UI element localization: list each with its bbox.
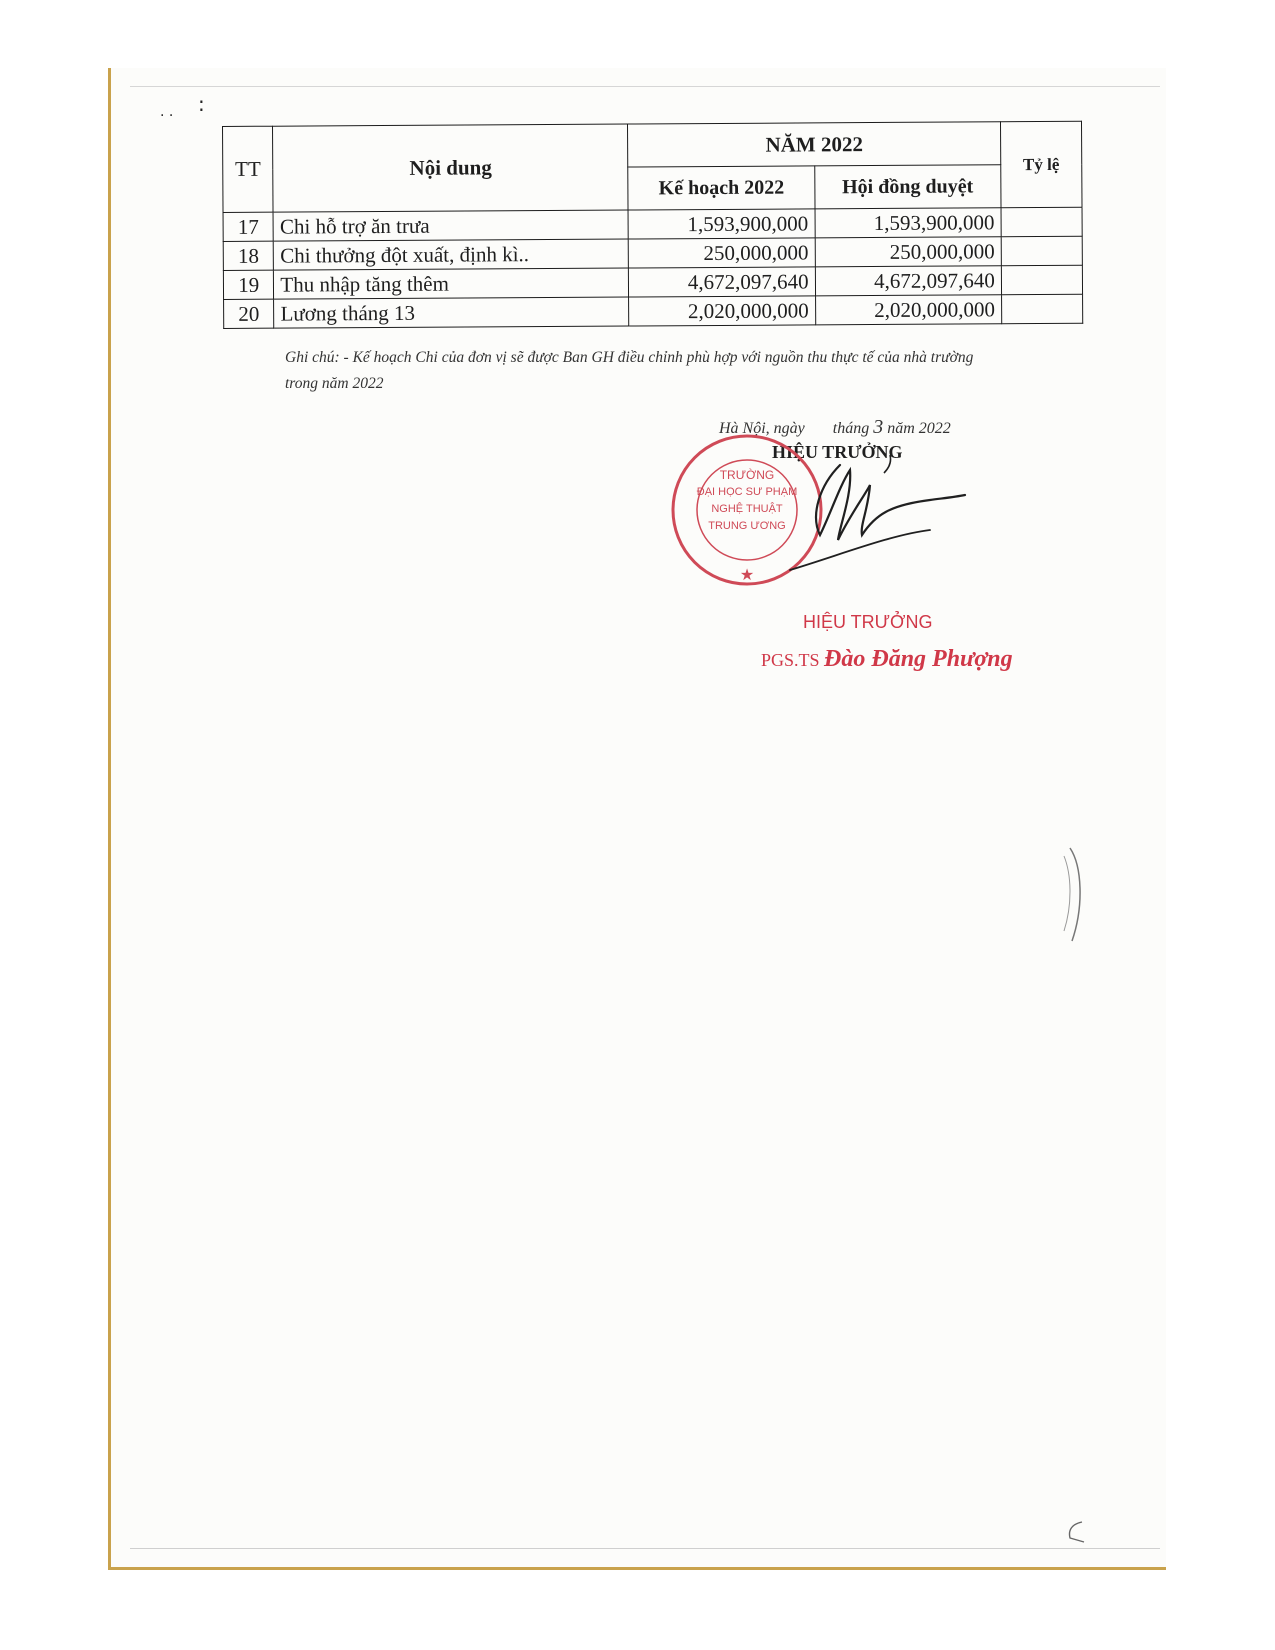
header-ratio: Tỷ lệ — [1000, 121, 1082, 207]
row-content: Lương tháng 13 — [274, 297, 629, 328]
scan-speck: : — [198, 92, 205, 116]
signer-title: HIỆU TRƯỞNG — [772, 442, 903, 462]
row-content: Chi thưởng đột xuất, định kì.. — [274, 239, 629, 270]
date-month: 3 — [873, 416, 884, 438]
header-year: NĂM 2022 — [628, 122, 1001, 167]
row-plan: 1,593,900,000 — [628, 209, 814, 239]
row-approved: 250,000,000 — [815, 237, 1001, 267]
signer-fullname: Đào Đăng Phượng — [824, 646, 1013, 672]
printed-title: HIỆU TRƯỞNG — [803, 612, 933, 632]
svg-text:★: ★ — [739, 567, 755, 584]
stamp-line-3: NGHỆ THUẬT — [711, 503, 783, 515]
date-month-label: tháng — [832, 420, 870, 437]
row-ratio — [1001, 265, 1082, 294]
signer-degree: PGS.TS — [761, 650, 820, 670]
row-ratio — [1001, 236, 1082, 265]
date-prefix: Hà Nội, ngày — [719, 420, 805, 437]
row-ratio — [1001, 207, 1082, 236]
date-year: năm 2022 — [887, 420, 951, 437]
table-header-row — [223, 121, 1082, 169]
row-ratio — [1001, 294, 1082, 323]
row-content: Chi hỗ trợ ăn trưa — [273, 210, 628, 241]
footnote-line-1: Ghi chú: - Kế hoạch Chi của đơn vị sẽ được Ban GH điều chỉnh phù hợp với nguồn thu thực tế của nhà trường — [285, 349, 974, 366]
row-approved: 1,593,900,000 — [815, 208, 1001, 238]
row-tt: 18 — [223, 241, 274, 270]
row-approved: 4,672,097,640 — [815, 266, 1001, 296]
top-divider — [130, 86, 1160, 87]
handwritten-signature — [780, 455, 980, 595]
row-plan: 250,000,000 — [629, 238, 815, 268]
footnote — [285, 345, 1085, 397]
stamp-line-2: ĐẠI HỌC SƯ PHẠM — [696, 486, 798, 498]
row-tt: 19 — [223, 270, 274, 299]
row-approved: 2,020,000,000 — [815, 295, 1001, 325]
row-content: Thu nhập tăng thêm — [274, 268, 629, 299]
footnote-line-2: trong năm 2022 — [285, 375, 384, 392]
row-tt: 17 — [223, 212, 274, 241]
stamp-line-1: TRƯỜNG — [719, 468, 775, 482]
row-plan: 4,672,097,640 — [629, 267, 815, 297]
budget-table — [222, 121, 1083, 329]
row-tt: 20 — [224, 299, 275, 328]
scan-corner-mark — [1062, 1518, 1092, 1548]
scan-speck-2: · · — [160, 108, 174, 124]
row-plan: 2,020,000,000 — [629, 296, 815, 326]
header-tt: TT — [223, 126, 274, 212]
table-row — [224, 294, 1083, 328]
page-edge-stamp — [1058, 846, 1088, 946]
signer-name — [761, 646, 1013, 673]
stamp-line-4: TRUNG ƯƠNG — [708, 520, 786, 532]
header-plan: Kế hoạch 2022 — [628, 166, 815, 210]
bottom-divider — [130, 1548, 1160, 1549]
header-approved: Hội đồng duyệt — [814, 165, 1001, 209]
header-content: Nội dung — [273, 124, 629, 212]
